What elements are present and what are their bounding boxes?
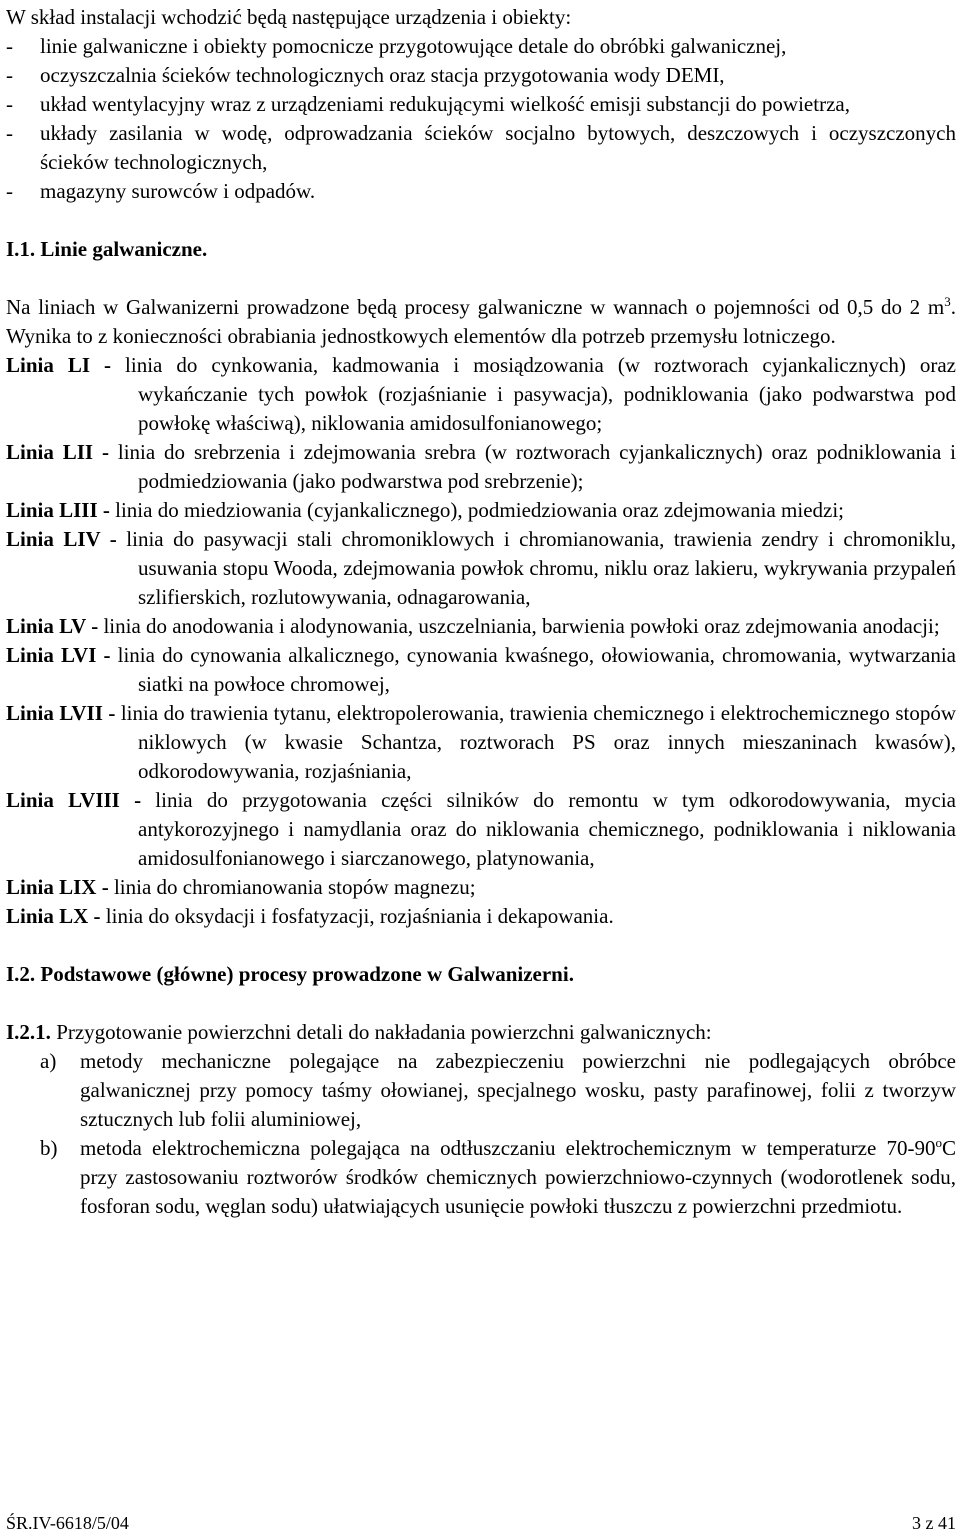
item-text-b — [80, 1134, 956, 1221]
dash-marker: - — [6, 92, 13, 116]
galvanic-line-entry — [6, 699, 956, 786]
list-item-b — [6, 1134, 956, 1221]
dash-marker: - — [6, 63, 13, 87]
line-label: Linia LI - — [6, 353, 112, 377]
item-b-post: C przy zastosowaniu roztworów środków chemicznych powierzchniowo-czynnych (wodorotlenek sodu, fosforan sodu, węglan sodu) ułatwiających usunięcie powłoki tłuszczu z powierzchni przedmiotu. — [80, 1136, 956, 1218]
list-item-a — [6, 1047, 956, 1134]
subsection-text: Przygotowanie powierzchni detali do nakładania powierzchni galwanicznych: — [56, 1020, 712, 1044]
intro-item-text: układy zasilania w wodę, odprowadzania ścieków socjalno bytowych, deszczowych i oczyszczonych ścieków technologicznych, — [40, 121, 956, 174]
page-footer — [6, 1509, 956, 1538]
item-b-pre: metoda elektrochemiczna polegająca na odtłuszczaniu elektrochemicznym w temperaturze 70-90 — [80, 1136, 936, 1160]
footer-doc-id: ŚR.IV-6618/5/04 — [6, 1513, 129, 1533]
galvanic-line-entry — [6, 351, 956, 438]
galvanic-line-entry — [6, 786, 956, 873]
degree-superscript: o — [935, 1135, 942, 1150]
paragraph-part-b: . Wynika to z konieczności obrabiania jednostkowych elementów dla potrzeb przemysłu lotniczego. — [6, 295, 956, 348]
subsection-2-1 — [6, 1018, 956, 1047]
line-description: linia do trawienia tytanu, elektropolerowania, trawienia chemicznego i elektrochemicznego stopów niklowych (w kwasie Schantza, roztworach PS oraz innych mieszaninach kwasów), odkorodowywania, rozjaśniania, — [120, 701, 957, 783]
galvanic-line-entry — [6, 641, 956, 699]
line-description: linia do anodowania i alodynowania, uszczelniania, barwienia powłoki oraz zdejmowania anodacji; — [103, 614, 940, 638]
line-label: Linia LIX - — [6, 875, 109, 899]
subsection-label: I.2.1. — [6, 1020, 51, 1044]
item-marker-b: b) — [40, 1136, 58, 1160]
dash-marker: - — [6, 121, 13, 145]
paragraph-part-a: Na liniach w Galwanizerni prowadzone będą procesy galwaniczne w wannach o pojemności od 0,5 do 2 m — [6, 295, 945, 319]
line-description: linia do srebrzenia i zdejmowania srebra (w roztworach cyjankalicznych) oraz podniklowania i podmiedziowania (jako podwarstwa pod srebrzenie); — [117, 440, 957, 493]
section-heading-1: I.1. Linie galwaniczne. — [6, 237, 208, 261]
line-label: Linia LX - — [6, 904, 101, 928]
line-description: linia do przygotowania części silników do remontu w tym odkorodowywania, mycia antykorozyjnego i namydlania oraz do niklowania chemicznego, podniklowania i niklowania amidosulfonianowego i siarczanowego, platynowania, — [138, 788, 956, 870]
superscript-3: 3 — [944, 294, 951, 309]
section-heading-2: I.2. Podstawowe (główne) procesy prowadzone w Galwanizerni. — [6, 962, 574, 986]
line-label: Linia LVII - — [6, 701, 116, 725]
line-label: Linia LIII - — [6, 498, 110, 522]
galvanic-line-entry — [6, 496, 956, 525]
line-label: Linia LII - — [6, 440, 109, 464]
intro-list-item — [6, 61, 956, 90]
dash-marker: - — [6, 179, 13, 203]
line-description: linia do cynkowania, kadmowania i mosiądzowania (w roztworach cyjankalicznych) oraz wykańczanie tych powłok (rozjaśnianie i pasywacja), podniklowania (jako podwarstwa pod powłokę właściwą), niklowania amidosulfonianowego; — [125, 353, 956, 435]
intro-item-text: układ wentylacyjny wraz z urządzeniami redukującymi wielkość emisji substancji do powietrza, — [40, 92, 850, 116]
intro-item-text: magazyny surowców i odpadów. — [40, 179, 316, 203]
line-label: Linia LVIII - — [6, 788, 142, 812]
intro-list-item — [6, 90, 956, 119]
intro-lead: W skład instalacji wchodzić będą następujące urządzenia i obiekty: — [6, 5, 572, 29]
dash-marker: - — [6, 34, 13, 58]
line-label: Linia LV - — [6, 614, 99, 638]
galvanic-line-entry — [6, 902, 956, 931]
line-label: Linia LVI - — [6, 643, 111, 667]
item-text-a: metody mechaniczne polegające na zabezpieczeniu powierzchni nie podlegających obróbce galwanicznej przy pomocy taśmy ołowianej, specjalnego wosku, pasty parafinowej, folii z tworzyw sztucznych lub folii aluminiowej, — [80, 1049, 956, 1131]
document-page — [6, 3, 956, 1221]
intro-list-item — [6, 119, 956, 177]
section-1-paragraph — [6, 293, 956, 351]
intro-list — [6, 32, 956, 206]
line-description: linia do oksydacji i fosfatyzacji, rozjaśniania i dekapowania. — [105, 904, 614, 928]
line-description: linia do pasywacji stali chromoniklowych i chromianowania, trawienia zendry i chromoniklu, usuwania stopu Wooda, zdejmowania powłok chromu, niklu oraz lakieru, wykrywania przypaleń szlifierskich, rozlutowywania, odnagarowania, — [126, 527, 956, 609]
galvanic-line-entry — [6, 525, 956, 612]
galvanic-line-entry — [6, 873, 956, 902]
intro-item-text: oczyszczalnia ścieków technologicznych oraz stacja przygotowania wody DEMI, — [40, 63, 725, 87]
line-description: linia do cynowania alkalicznego, cynowania kwaśnego, ołowiowania, chromowania, wytwarzania siatki na powłoce chromowej, — [117, 643, 956, 696]
intro-item-text: linie galwaniczne i obiekty pomocnicze przygotowujące detale do obróbki galwanicznej, — [40, 34, 787, 58]
line-label: Linia LIV - — [6, 527, 117, 551]
line-description: linia do miedziowania (cyjankalicznego), podmiedziowania oraz zdejmowania miedzi; — [115, 498, 845, 522]
galvanic-lines-list — [6, 351, 956, 931]
intro-list-item — [6, 32, 956, 61]
item-marker-a: a) — [40, 1049, 57, 1073]
line-description: linia do chromianowania stopów magnezu; — [113, 875, 476, 899]
footer-page-number: 3 z 41 — [912, 1513, 956, 1533]
galvanic-line-entry — [6, 438, 956, 496]
galvanic-line-entry — [6, 612, 956, 641]
intro-list-item — [6, 177, 956, 206]
